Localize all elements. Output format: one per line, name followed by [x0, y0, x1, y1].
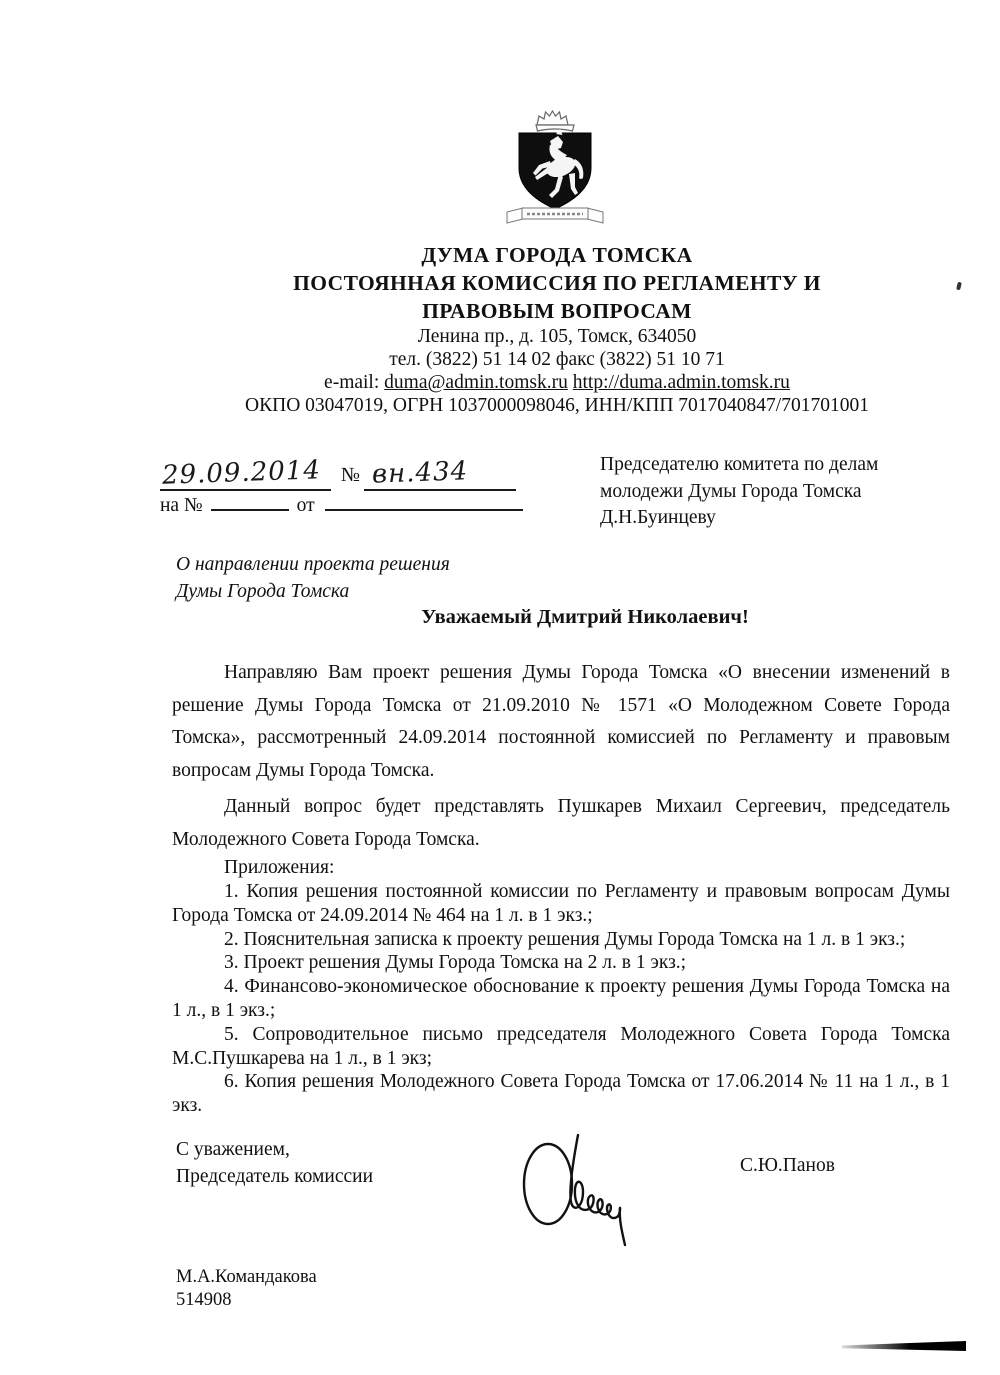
addressee-line3: Д.Н.Буинцеву — [600, 507, 716, 528]
commission-name-line1: ПОСТОЯННАЯ КОМИССИЯ ПО РЕГЛАМЕНТУ И — [293, 271, 821, 295]
signer-name: С.Ю.Панов — [740, 1155, 835, 1176]
scan-artifact-line — [842, 1341, 966, 1351]
attachment-item: 3. Проект решения Думы Города Томска на 2 л. в 1 экз.; — [224, 952, 687, 974]
letter-body — [172, 657, 950, 1118]
org-phone-fax: тел. (3822) 51 14 02 факс (3822) 51 10 71 — [389, 349, 725, 370]
subject-line1: О направлении проекта решения — [176, 554, 450, 575]
reply-date-blank — [325, 494, 523, 511]
attachment-item: 5. Сопроводительное письмо председателя Молодежного Совета Города Томска М.С.Пушкарева на 1 л., в 1 экз; — [172, 1023, 950, 1069]
reference-block — [160, 455, 590, 517]
reply-prefix: на № — [160, 495, 203, 516]
org-email: duma@admin.tomsk.ru — [384, 372, 568, 393]
closing-line1: С уважением, — [176, 1139, 290, 1160]
subject-block — [176, 551, 450, 605]
subject-line2: Думы Города Томска — [176, 581, 350, 602]
crown-icon — [536, 111, 574, 131]
coat-of-arms-svg — [503, 104, 607, 232]
paragraph: Данный вопрос будет представлять Пушкарев Михаил Сергеевич, председатель Молодежного Совета Города Томска. — [172, 796, 950, 850]
reply-number-blank — [211, 494, 289, 511]
tomsk-coat-of-arms-icon — [503, 104, 607, 232]
org-website: http://duma.admin.tomsk.ru — [572, 372, 790, 393]
signature-svg — [492, 1112, 672, 1262]
closing-line2: Председатель комиссии — [176, 1166, 374, 1187]
executor-block — [176, 1266, 317, 1312]
handwritten-date: 29.09.2014 — [161, 455, 322, 491]
attachment-item: 1. Копия решения постоянной комиссии по Регламенту и правовым вопросам Думы Города Томска от 24.09.2014 № 464 на 1 л. в 1 экз.; — [172, 881, 950, 926]
attachments-label: Приложения: — [224, 857, 335, 878]
org-contacts-line — [114, 371, 1000, 394]
reply-from-label: от — [296, 495, 315, 516]
executor-phone: 514908 — [176, 1290, 232, 1310]
handwritten-signature — [492, 1112, 672, 1267]
handwritten-number: вн.434 — [371, 456, 469, 490]
attachment-item: 4. Финансово-экономическое обоснование к проекту решения Думы Города Томска на 1 л., в 1 экз.; — [172, 976, 950, 1021]
salutation: Уважаемый Дмитрий Николаевич! — [421, 606, 749, 628]
addressee-line1: Председателю комитета по делам — [600, 454, 879, 475]
email-label: e-mail: — [324, 372, 380, 393]
org-address: Ленина пр., д. 105, Томск, 634050 — [417, 326, 697, 347]
paragraph: Направляю Вам проект решения Думы Города Томска «О внесении изменений в решение Думы Города Томска от 21.09.2010 № 1571 «О Молодежном Совете Города Томска», рассмотренный 24.09.2014 постоянной комиссией по Регламенту и правовым вопросам Думы Города Томска. — [172, 662, 950, 781]
attachment-item: 2. Пояснительная записка к проекту решения Думы Города Томска на 1 л. в 1 экз.; — [224, 928, 906, 950]
org-name: ДУМА ГОРОДА ТОМСКА — [421, 243, 693, 267]
commission-name-line2: ПРАВОВЫМ ВОПРОСАМ — [422, 299, 692, 323]
attachment-item: 6. Копия решения Молодежного Совета Города Томска от 17.06.2014 № 11 на 1 л., в 1 экз. — [172, 1071, 950, 1117]
addressee-block — [600, 452, 878, 532]
reply-ref-line — [160, 494, 590, 517]
org-registration-codes: ОКПО 03047019, ОГРН 1037000098046, ИНН/КПП 7017040847/701701001 — [245, 395, 869, 416]
outgoing-ref-line — [160, 455, 590, 491]
letterhead — [114, 241, 1000, 417]
ribbon-banner — [507, 208, 603, 223]
addressee-line2: молодежи Думы Города Томска — [600, 480, 862, 502]
number-sign: № — [340, 464, 360, 486]
closing-block — [176, 1136, 373, 1190]
executor-name: М.А.Командакова — [176, 1267, 317, 1287]
